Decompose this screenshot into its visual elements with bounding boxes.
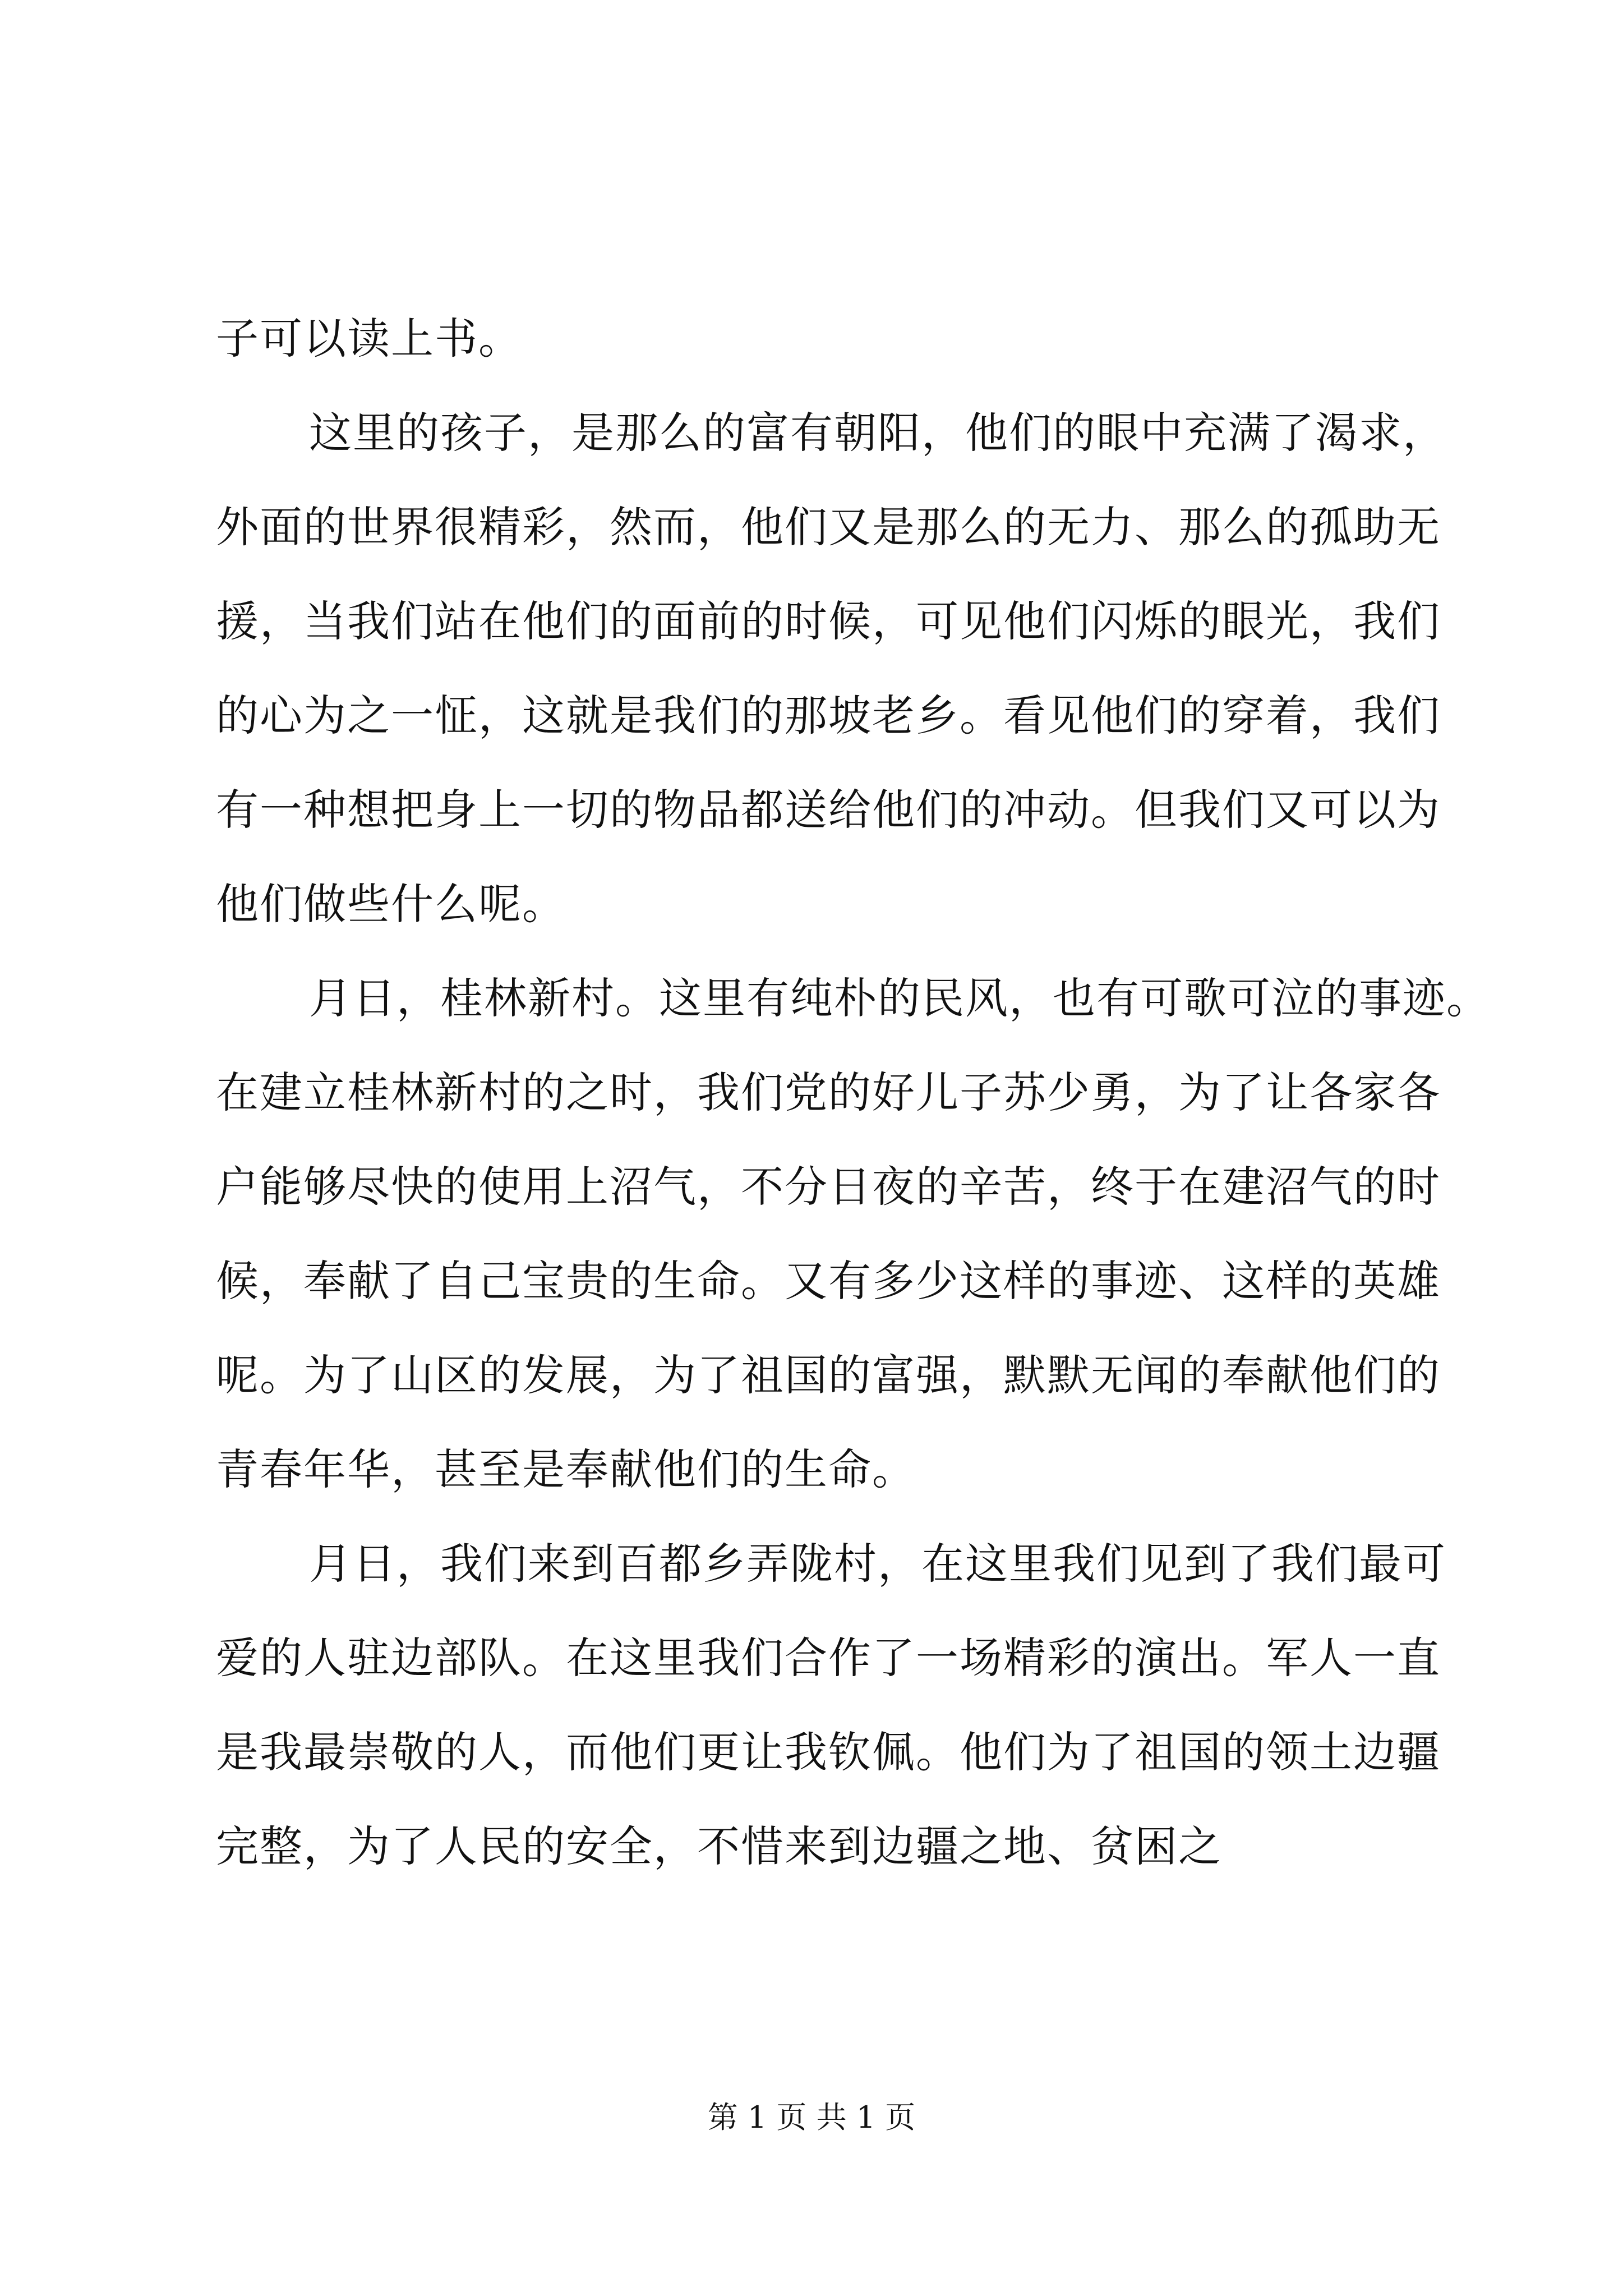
text-line: 是我最崇敬的人，而他们更让我钦佩。他们为了祖国的领土边疆 — [216, 1727, 1441, 1777]
text-line: 他们做些什么呢。 — [216, 879, 566, 929]
text-line: 的心为之一怔，这就是我们的那坡老乡。看见他们的穿着，我们 — [216, 691, 1441, 740]
page-number: 第 1 页 共 1 页 — [707, 2100, 916, 2135]
text-line: 爱的人驻边部队。在这里我们合作了一场精彩的演出。军人一直 — [216, 1633, 1441, 1683]
paragraph-first-line: 月日，桂林新村。这里有纯朴的民风，也有可歌可泣的事迹。 — [309, 973, 1490, 1023]
text-line: 呢。为了山区的发展，为了祖国的富强，默默无闻的奉献他们的 — [216, 1350, 1441, 1400]
text-line: 子可以读上书。 — [216, 314, 522, 364]
text-line: 有一种想把身上一切的物品都送给他们的冲动。但我们又可以为 — [216, 785, 1441, 835]
text-line: 援，当我们站在他们的面前的时候，可见他们闪烁的眼光，我们 — [216, 596, 1441, 646]
text-line: 户能够尽快的使用上沼气，不分日夜的辛苦，终于在建沼气的时 — [216, 1162, 1441, 1212]
text-line: 完整，为了人民的安全，不惜来到边疆之地、贫困之 — [216, 1821, 1222, 1871]
body-text — [216, 292, 1490, 1894]
paragraph-first-line: 月日，我们来到百都乡弄陇村，在这里我们见到了我们最可 — [309, 1539, 1446, 1589]
text-line: 在建立桂林新村的之时，我们党的好儿子苏少勇，为了让各家各 — [216, 1068, 1441, 1117]
text-line: 青春年华，甚至是奉献他们的生命。 — [216, 1444, 916, 1494]
paragraph-first-line: 这里的孩子，是那么的富有朝阳，他们的眼中充满了渴求， — [309, 408, 1446, 458]
page-footer — [0, 2098, 1623, 2137]
text-line: 候，奉献了自己宝贵的生命。又有多少这样的事迹、这样的英雄 — [216, 1256, 1441, 1306]
text-line: 外面的世界很精彩，然而，他们又是那么的无力、那么的孤助无 — [216, 502, 1441, 552]
